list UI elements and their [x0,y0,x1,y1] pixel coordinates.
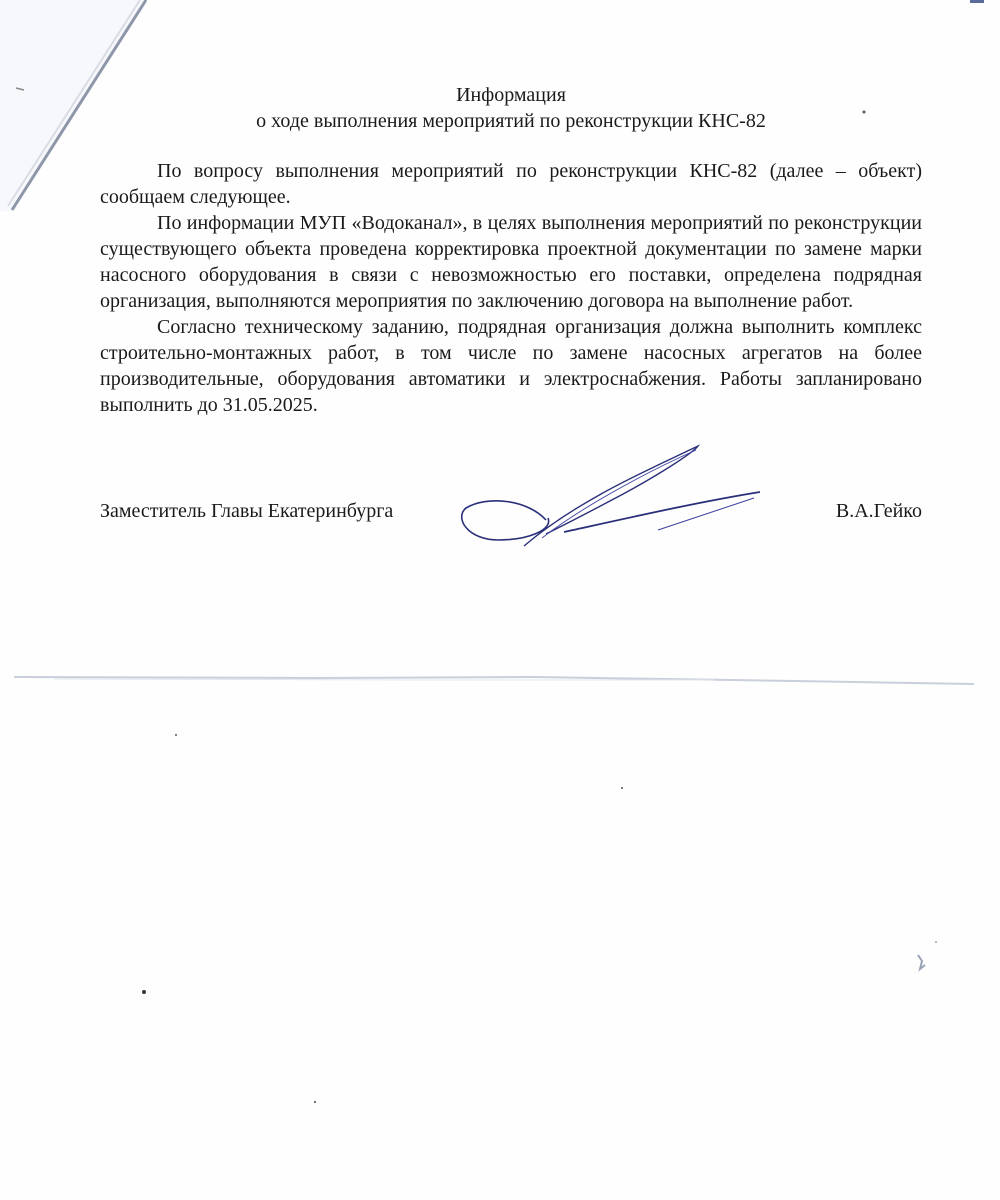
document-subtitle: о ходе выполнения мероприятий по реконструкции КНС-82 [256,110,766,132]
signer-position: Заместитель Главы Екатеринбурга [100,500,394,522]
paragraph-1: По вопросу выполнения мероприятий по реконструкции КНС-82 (далее – объект) сообщаем следующее. [100,160,922,208]
handwritten-signature [458,440,764,550]
signer-name: В.А.Гейко [835,500,922,522]
paragraph-3: Согласно техническому заданию, подрядная организация должна выполнить комплекс строительно-монтажных работ, в том числе по замене насосных агрегатов на более производительные, оборудования автоматики и электроснабжения. Работы запланировано выполнить до 31.05.2025. [100,316,922,416]
document-title: Информация [456,84,566,106]
document-body [100,158,922,418]
paragraph-2: По информации МУП «Водоканал», в целях выполнения мероприятий по реконструкции существующего объекта проведена корректировка проектной документации по замене марки насосного оборудования в связи с невозможностью его поставки, определена подрядная организация, выполняются мероприятия по заключению договора на выполнение работ. [100,212,922,312]
